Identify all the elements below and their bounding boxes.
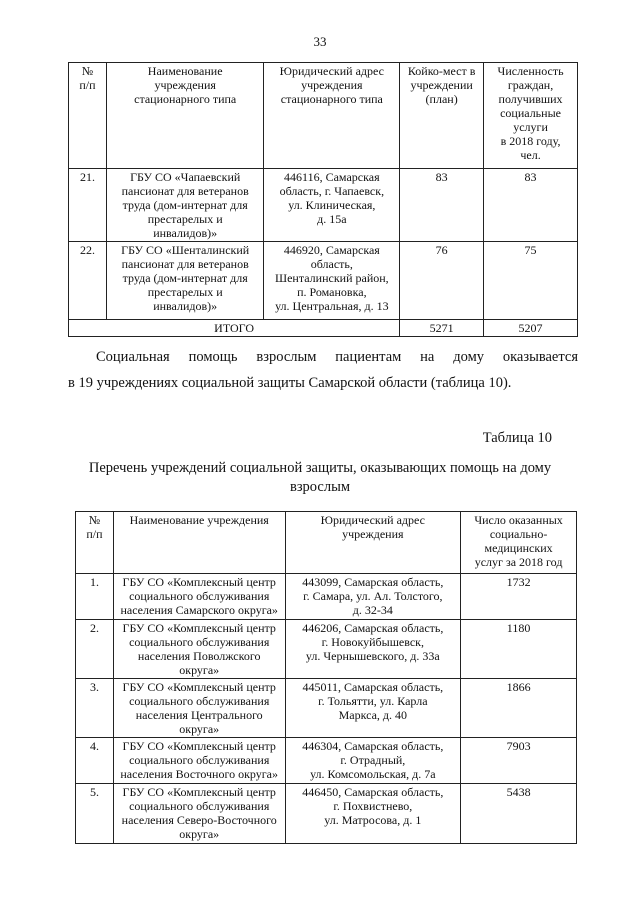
- institution-name: ГБУ СО «Шенталинский пансионат для ветеранов труда (дом-интернат для престарелых и инвалидов)»: [106, 242, 264, 320]
- services-count: 1732: [461, 574, 577, 620]
- column-header: Численность граждан, получивших социальные услуги в 2018 году, чел.: [484, 63, 578, 169]
- column-header: Юридический адрес учреждения: [285, 512, 461, 574]
- column-header: № п/п: [69, 63, 107, 169]
- beds-count: 83: [400, 169, 484, 242]
- institution-name: ГБУ СО «Комплексный центр социального обслуживания населения Поволжского округа»: [113, 620, 285, 679]
- table-label: Таблица 10: [482, 430, 552, 446]
- total-row: [69, 320, 578, 337]
- table-header-row: [69, 63, 578, 169]
- services-count: 5438: [461, 784, 577, 844]
- table-title-line-1: Перечень учреждений социальной защиты, оказывающих помощь на дому: [88, 460, 552, 476]
- paragraph-line-2: в 19 учреждениях социальной защиты Самарской области (таблица 10).: [68, 375, 512, 391]
- institution-name: ГБУ СО «Комплексный центр социального обслуживания населения Самарского округа»: [113, 574, 285, 620]
- citizens-count: 75: [484, 242, 578, 320]
- row-number: 2.: [76, 620, 114, 679]
- total-beds: 5271: [400, 320, 484, 337]
- table-row: [69, 169, 578, 242]
- services-count: 7903: [461, 738, 577, 784]
- column-header: Юридический адрес учреждения стационарного типа: [264, 63, 400, 169]
- table-header-row: [76, 512, 577, 574]
- institution-name: ГБУ СО «Чапаевский пансионат для ветеранов труда (дом-интернат для престарелых и инвалидов)»: [106, 169, 264, 242]
- table-row: [76, 574, 577, 620]
- citizens-count: 83: [484, 169, 578, 242]
- table-row: [76, 679, 577, 738]
- column-header: Наименование учреждения стационарного типа: [106, 63, 264, 169]
- institution-name: ГБУ СО «Комплексный центр социального обслуживания населения Восточного округа»: [113, 738, 285, 784]
- table-title-line-2: взрослым: [289, 479, 351, 495]
- page-number: 33: [313, 34, 327, 49]
- institution-name: ГБУ СО «Комплексный центр социального обслуживания населения Центрального округа»: [113, 679, 285, 738]
- paragraph-line-1: Социальная помощь взрослым пациентам на дому оказывается: [96, 349, 578, 365]
- table-row: [76, 620, 577, 679]
- table-row: [76, 784, 577, 844]
- column-header: № п/п: [76, 512, 114, 574]
- row-number: 21.: [69, 169, 107, 242]
- total-label: ИТОГО: [69, 320, 400, 337]
- institutions-table: [68, 62, 578, 337]
- beds-count: 76: [400, 242, 484, 320]
- table-row: [69, 242, 578, 320]
- home-care-table: [75, 511, 577, 844]
- column-header: Число оказанных социально- медицинских услуг за 2018 год: [461, 512, 577, 574]
- institution-address: 446116, Самарская область, г. Чапаевск, ул. Клиническая, д. 15а: [264, 169, 400, 242]
- institution-address: 446920, Самарская область, Шенталинский район, п. Романовка, ул. Центральная, д. 13: [264, 242, 400, 320]
- total-count: 5207: [484, 320, 578, 337]
- column-header: Койко-мест в учреждении (план): [400, 63, 484, 169]
- institution-name: ГБУ СО «Комплексный центр социального обслуживания населения Северо-Восточного округа»: [113, 784, 285, 844]
- services-count: 1180: [461, 620, 577, 679]
- row-number: 1.: [76, 574, 114, 620]
- institution-address: 443099, Самарская область, г. Самара, ул. Ал. Толстого, д. 32-34: [285, 574, 461, 620]
- column-header: Наименование учреждения: [113, 512, 285, 574]
- row-number: 5.: [76, 784, 114, 844]
- row-number: 3.: [76, 679, 114, 738]
- row-number: 22.: [69, 242, 107, 320]
- row-number: 4.: [76, 738, 114, 784]
- institution-address: 446450, Самарская область, г. Похвистнево, ул. Матросова, д. 1: [285, 784, 461, 844]
- table-row: [76, 738, 577, 784]
- services-count: 1866: [461, 679, 577, 738]
- institution-address: 445011, Самарская область, г. Тольятти, ул. Карла Маркса, д. 40: [285, 679, 461, 738]
- institution-address: 446304, Самарская область, г. Отрадный, ул. Комсомольская, д. 7а: [285, 738, 461, 784]
- institution-address: 446206, Самарская область, г. Новокуйбышевск, ул. Чернышевского, д. 33а: [285, 620, 461, 679]
